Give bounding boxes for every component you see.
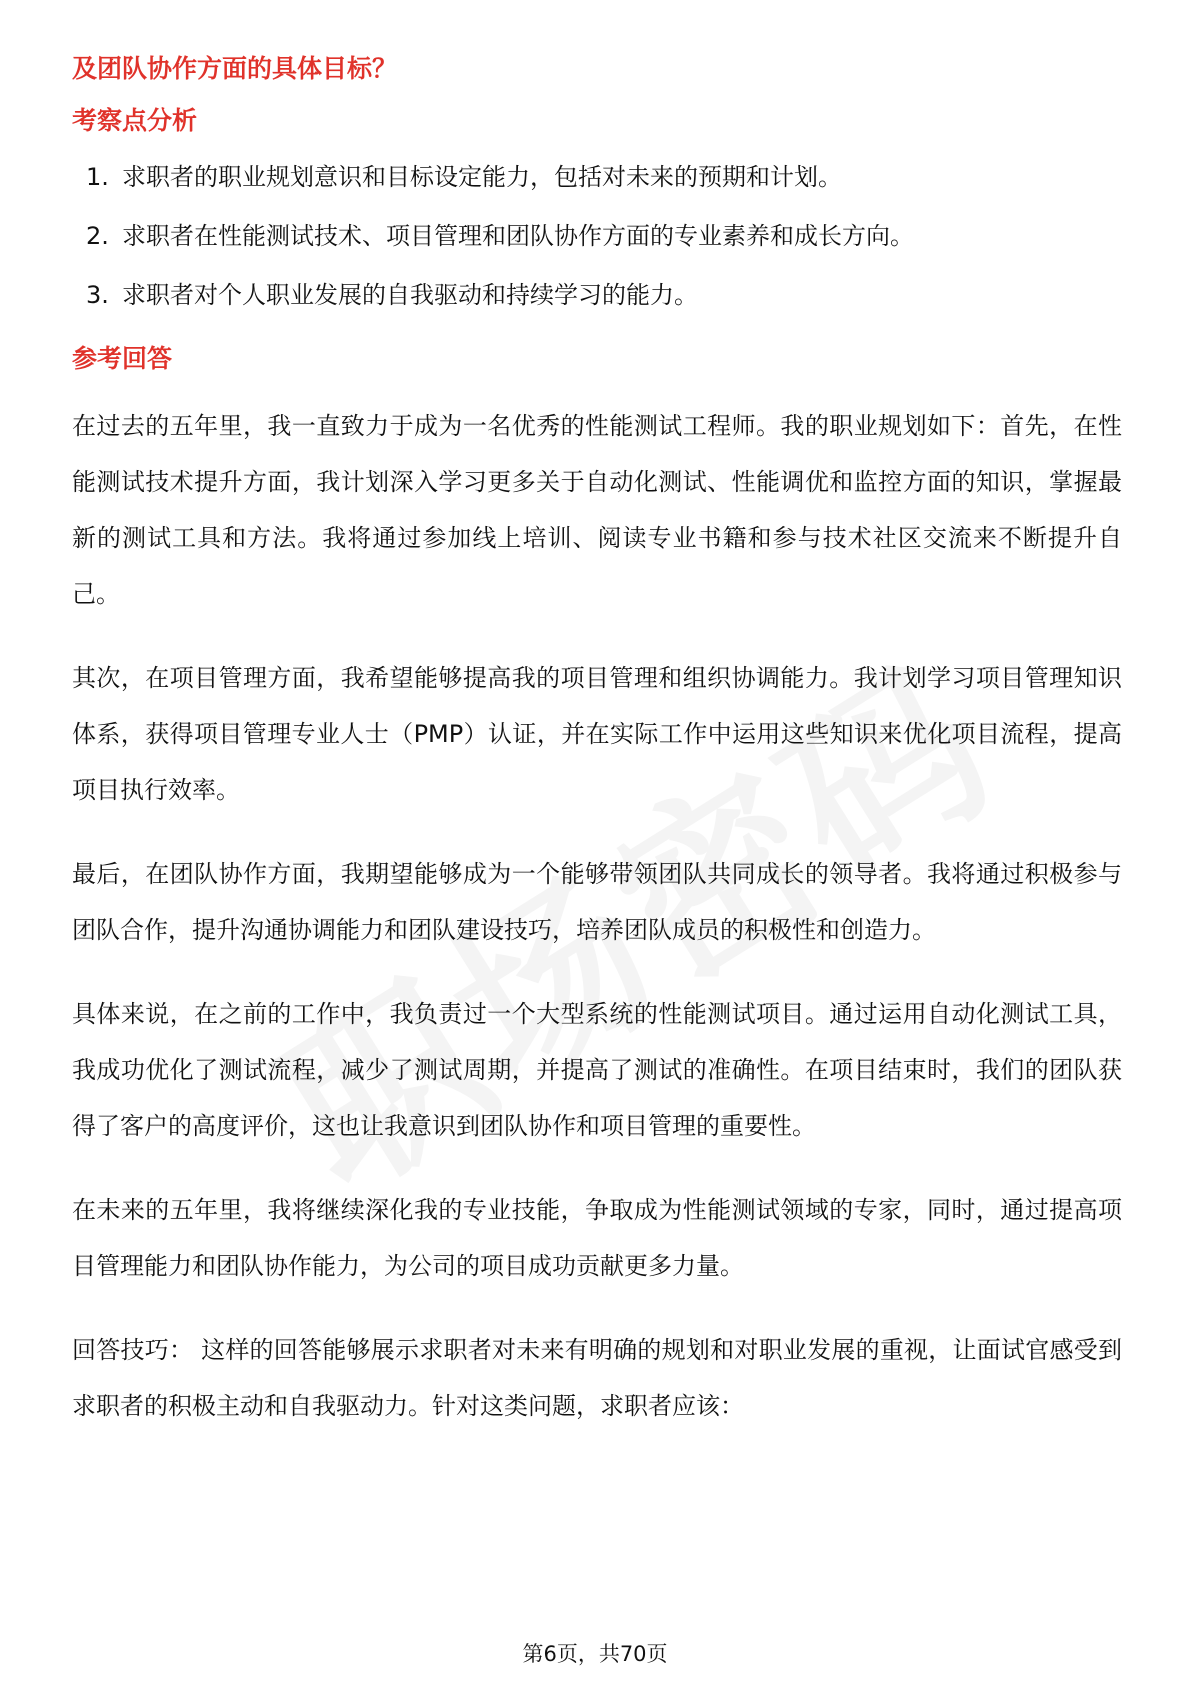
answer-paragraph: 在过去的五年里，我一直致力于成为一名优秀的性能测试工程师。我的职业规划如下：首先，在性能测试技术提升方面，我计划深入学习更多关于自动化测试、性能调优和监控方面的知识，掌握最新的测试工具和方法。我将通过参加线上培训、阅读专业书籍和参与技术社区交流来不断提升自己。 [72,412,1122,608]
list-item-number: 1. [86,163,109,191]
page-content [72,52,1122,1462]
list-item [86,278,1122,312]
answer-paragraph: 其次，在项目管理方面，我希望能够提高我的项目管理和组织协调能力。我计划学习项目管理知识体系，获得项目管理专业人士（PMP）认证，并在实际工作中运用这些知识来优化项目流程，提高项目执行效率。 [72,664,1122,804]
continued-question-heading: 及团队协作方面的具体目标？ [72,54,398,83]
answer-paragraph: 最后，在团队协作方面，我期望能够成为一个能够带领团队共同成长的领导者。我将通过积极参与团队合作，提升沟通协调能力和团队建设技巧，培养团队成员的积极性和创造力。 [72,860,1122,944]
list-item-number: 2. [86,222,109,250]
list-item-number: 3. [86,281,109,309]
list-item-text: 求职者在性能测试技术、项目管理和团队协作方面的专业素养和成长方向。 [122,222,914,250]
analysis-list [72,160,1122,312]
list-item [86,160,1122,194]
analysis-heading: 考察点分析 [72,106,198,135]
list-item [86,219,1122,253]
list-item-text: 求职者的职业规划意识和目标设定能力，包括对未来的预期和计划。 [122,163,842,191]
answer-tips-paragraph: 回答技巧： 这样的回答能够展示求职者对未来有明确的规划和对职业发展的重视，让面试官感受到求职者的积极主动和自我驱动力。针对这类问题，求职者应该： [72,1336,1122,1420]
list-item-text: 求职者对个人职业发展的自我驱动和持续学习的能力。 [122,281,698,309]
answer-heading: 参考回答 [72,344,173,373]
answer-paragraph: 在未来的五年里，我将继续深化我的专业技能，争取成为性能测试领域的专家，同时，通过提高项目管理能力和团队协作能力，为公司的项目成功贡献更多力量。 [72,1196,1122,1280]
page-number: 第6页，共70页 [522,1642,668,1666]
answer-paragraph: 具体来说，在之前的工作中，我负责过一个大型系统的性能测试项目。通过运用自动化测试工具，我成功优化了测试流程，减少了测试周期，并提高了测试的准确性。在项目结束时，我们的团队获得了客户的高度评价，这也让我意识到团队协作和项目管理的重要性。 [72,1000,1122,1140]
